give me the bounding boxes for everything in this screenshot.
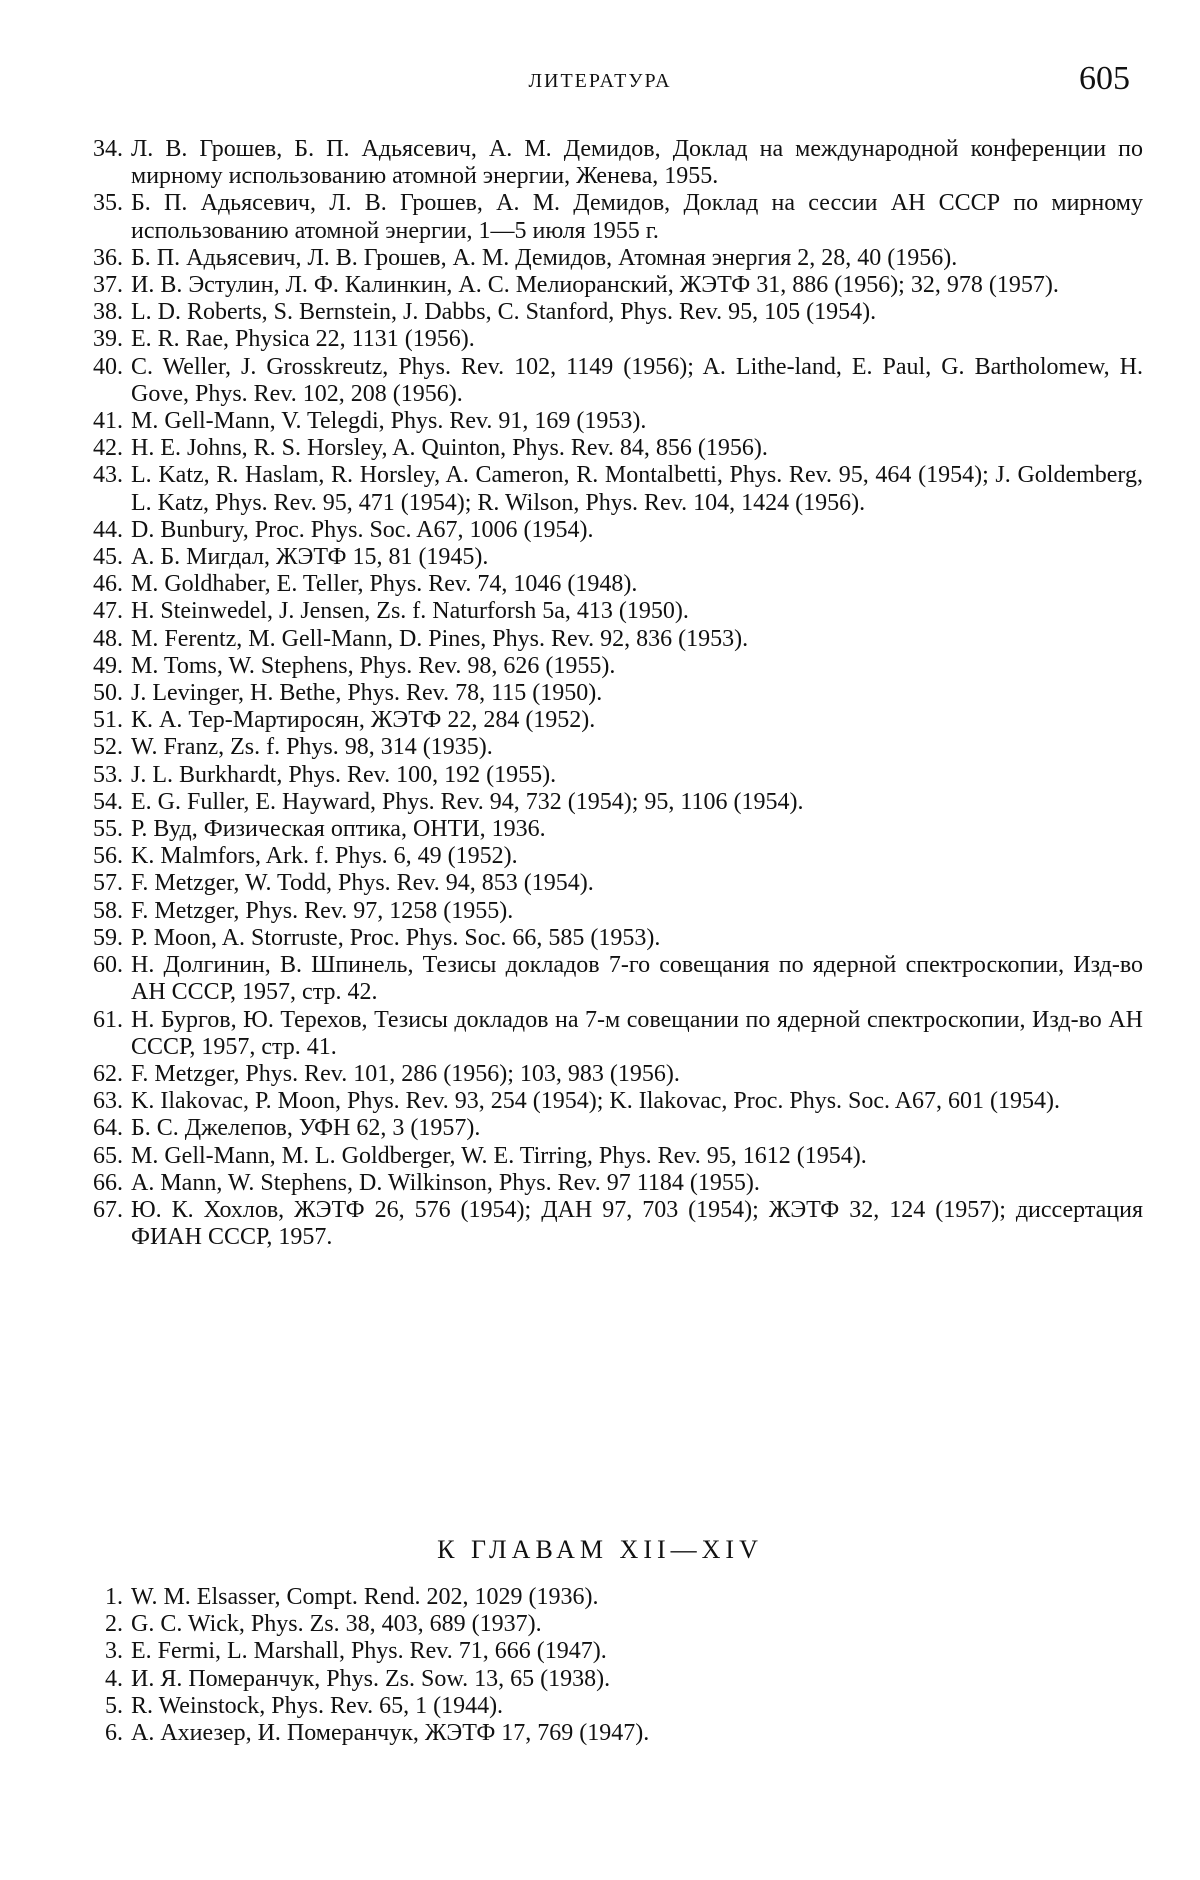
reference-text: R. Weinstock, Phys. Rev. 65, 1 (1944). — [131, 1692, 504, 1719]
reference-item — [73, 707, 1143, 734]
reference-text: И. Я. Померанчук, Phys. Zs. Sow. 13, 65 (1938). — [131, 1665, 611, 1692]
reference-text: E. G. Fuller, E. Hayward, Phys. Rev. 94, 732 (1954); 95, 1106 (1954). — [131, 788, 804, 815]
reference-number: 52. — [93, 734, 123, 761]
reference-item — [73, 544, 1143, 571]
reference-item — [73, 326, 1143, 353]
reference-item — [73, 517, 1143, 544]
reference-list — [73, 136, 1143, 1251]
reference-item — [73, 952, 1143, 1006]
reference-item — [73, 190, 1143, 244]
reference-text: M. Goldhaber, E. Teller, Phys. Rev. 74, 1046 (1948). — [131, 571, 638, 598]
reference-item — [73, 1197, 1143, 1251]
reference-text: Ю. К. Хохлов, ЖЭТФ 26, 576 (1954); ДАН 97, 703 (1954); ЖЭТФ 32, 124 (1957); диссертация ФИАН СССР, 1957. — [131, 1196, 1143, 1251]
reference-item — [73, 680, 1143, 707]
reference-text: Б. П. Адьясевич, Л. В. Грошев, А. М. Демидов, Доклад на сессии АН СССР по мирному использованию атомной энергии, 1—5 июля 1955 г. — [131, 190, 1143, 244]
reference-item — [73, 1638, 1143, 1665]
reference-number: 66. — [93, 1169, 123, 1196]
reference-item — [73, 272, 1143, 299]
reference-number: 60. — [93, 952, 123, 979]
reference-item — [73, 898, 1143, 925]
reference-text: Р. Вуд, Физическая оптика, ОНТИ, 1936. — [131, 816, 546, 843]
reference-item — [73, 1170, 1143, 1197]
reference-item — [73, 435, 1143, 462]
reference-number: 44. — [93, 516, 123, 543]
reference-number: 50. — [93, 680, 123, 707]
reference-number: 42. — [93, 435, 123, 462]
reference-text: К. А. Тер-Мартиросян, ЖЭТФ 22, 284 (1952). — [131, 707, 596, 734]
reference-text: L. Katz, R. Haslam, R. Horsley, A. Cameron, R. Montalbetti, Phys. Rev. 95, 464 (1954); J. Goldemberg, L. Katz, Phys. Rev. 95, 471 (1954); R. Wilson, Phys. Rev. 104, 1424 (1956). — [131, 462, 1143, 516]
reference-number: 41. — [93, 408, 123, 435]
reference-number: 54. — [93, 788, 123, 815]
reference-text: H. Steinwedel, J. Jensen, Zs. f. Naturforsh 5a, 413 (1950). — [131, 598, 689, 625]
reference-item — [73, 408, 1143, 435]
reference-item — [73, 571, 1143, 598]
reference-text: F. Metzger, Phys. Rev. 97, 1258 (1955). — [131, 897, 514, 924]
reference-text: H. E. Johns, R. S. Horsley, A. Quinton, Phys. Rev. 84, 856 (1956). — [131, 435, 768, 462]
reference-item — [73, 1720, 1143, 1747]
reference-item — [73, 762, 1143, 789]
page-number: 605 — [1079, 60, 1130, 97]
reference-text: И. В. Эстулин, Л. Ф. Калинкин, А. С. Мелиоранский, ЖЭТФ 31, 886 (1956); 32, 978 (1957). — [131, 272, 1059, 299]
reference-number: 62. — [93, 1060, 123, 1087]
reference-number: 48. — [93, 625, 123, 652]
reference-item — [73, 462, 1143, 516]
reference-item — [73, 626, 1143, 653]
reference-item — [73, 653, 1143, 680]
reference-number: 64. — [93, 1115, 123, 1142]
reference-number: 56. — [93, 843, 123, 870]
reference-item — [73, 870, 1143, 897]
reference-number: 6. — [105, 1720, 123, 1747]
reference-text: K. Malmfors, Ark. f. Phys. 6, 49 (1952). — [131, 843, 518, 870]
reference-number: 3. — [105, 1638, 123, 1665]
reference-item — [73, 598, 1143, 625]
reference-item — [73, 1115, 1143, 1142]
reference-text: F. Metzger, W. Todd, Phys. Rev. 94, 853 (1954). — [131, 870, 594, 897]
reference-item — [73, 734, 1143, 761]
reference-text: D. Bunbury, Proc. Phys. Soc. A67, 1006 (1954). — [131, 516, 594, 543]
reference-text: W. Franz, Zs. f. Phys. 98, 314 (1935). — [131, 734, 493, 761]
reference-text: А. Б. Мигдал, ЖЭТФ 15, 81 (1945). — [131, 544, 489, 571]
reference-text: G. C. Wick, Phys. Zs. 38, 403, 689 (1937). — [131, 1611, 542, 1638]
reference-text: A. Mann, W. Stephens, D. Wilkinson, Phys. Rev. 97 1184 (1955). — [131, 1169, 760, 1196]
reference-text: M. Ferentz, M. Gell-Mann, D. Pines, Phys. Rev. 92, 836 (1953). — [131, 625, 749, 652]
reference-number: 1. — [105, 1584, 123, 1610]
reference-number: 51. — [93, 707, 123, 734]
reference-text: F. Metzger, Phys. Rev. 101, 286 (1956); 103, 983 (1956). — [131, 1060, 680, 1087]
reference-item — [73, 789, 1143, 816]
reference-text: P. Moon, A. Storruste, Proc. Phys. Soc. 66, 585 (1953). — [131, 924, 661, 951]
reference-number: 4. — [105, 1665, 123, 1692]
reference-text: А. Ахиезер, И. Померанчук, ЖЭТФ 17, 769 (1947). — [131, 1720, 650, 1747]
reference-number: 36. — [93, 244, 123, 271]
reference-text: M. Gell-Mann, V. Telegdi, Phys. Rev. 91, 169 (1953). — [131, 408, 647, 435]
reference-number: 49. — [93, 652, 123, 679]
reference-text: K. Ilakovac, P. Moon, Phys. Rev. 93, 254 (1954); K. Ilakovac, Proc. Phys. Soc. A67, 601 (1954). — [131, 1088, 1061, 1115]
reference-item — [73, 1666, 1143, 1693]
reference-text: Н. Долгинин, В. Шпинель, Тезисы докладов 7-го совещания по ядерной спектроскопии, Изд-во АН СССР, 1957, стр. 42. — [131, 952, 1143, 1006]
reference-text: Б. С. Джелепов, УФН 62, 3 (1957). — [131, 1115, 481, 1142]
reference-item — [73, 245, 1143, 272]
reference-number: 65. — [93, 1142, 123, 1169]
reference-number: 37. — [93, 272, 123, 299]
reference-text: M. Gell-Mann, M. L. Goldberger, W. E. Tirring, Phys. Rev. 95, 1612 (1954). — [131, 1142, 867, 1169]
reference-item — [73, 1007, 1143, 1061]
reference-text: M. Toms, W. Stephens, Phys. Rev. 98, 626 (1955). — [131, 652, 616, 679]
reference-text: C. Weller, J. Grosskreutz, Phys. Rev. 102, 1149 (1956); A. Lithe-land, E. Paul, G. Bartholomew, H. Gove, Phys. Rev. 102, 208 (1956). — [131, 353, 1143, 407]
reference-number: 5. — [105, 1692, 123, 1719]
reference-text: Б. П. Адьясевич, Л. В. Грошев, А. М. Демидов, Атомная энергия 2, 28, 40 (1956). — [131, 244, 958, 271]
reference-item — [73, 354, 1143, 408]
reference-number: 53. — [93, 761, 123, 788]
reference-number: 55. — [93, 816, 123, 843]
section-heading: К ГЛАВАМ XII—XIV — [437, 1535, 763, 1564]
reference-text: W. M. Elsasser, Compt. Rend. 202, 1029 (1936). — [131, 1584, 599, 1610]
running-head: ЛИТЕРАТУРА — [528, 70, 672, 92]
reference-number: 47. — [93, 598, 123, 625]
reference-text: J. Levinger, H. Bethe, Phys. Rev. 78, 115 (1950). — [131, 680, 603, 707]
reference-number: 45. — [93, 544, 123, 571]
reference-number: 38. — [93, 299, 123, 326]
reference-number: 58. — [93, 897, 123, 924]
reference-number: 40. — [93, 353, 123, 380]
section-reference-list — [73, 1584, 1143, 1747]
reference-item — [73, 1693, 1143, 1720]
reference-item — [73, 1143, 1143, 1170]
reference-number: 57. — [93, 870, 123, 897]
reference-item — [73, 1061, 1143, 1088]
reference-number: 39. — [93, 326, 123, 353]
reference-item — [73, 299, 1143, 326]
reference-text: E. R. Rae, Physica 22, 1131 (1956). — [131, 326, 475, 353]
reference-item — [73, 925, 1143, 952]
reference-number: 67. — [93, 1196, 123, 1223]
reference-number: 43. — [93, 462, 123, 489]
reference-item — [73, 1584, 1143, 1611]
reference-number: 46. — [93, 571, 123, 598]
reference-item — [73, 816, 1143, 843]
reference-number: 2. — [105, 1611, 123, 1638]
reference-text: L. D. Roberts, S. Bernstein, J. Dabbs, C. Stanford, Phys. Rev. 95, 105 (1954). — [131, 299, 877, 326]
reference-number: 63. — [93, 1088, 123, 1115]
reference-number: 34. — [93, 136, 123, 162]
reference-text: J. L. Burkhardt, Phys. Rev. 100, 192 (1955). — [131, 761, 557, 788]
reference-item — [73, 1088, 1143, 1115]
reference-text: E. Fermi, L. Marshall, Phys. Rev. 71, 666 (1947). — [131, 1638, 607, 1665]
reference-item — [73, 843, 1143, 870]
reference-number: 61. — [93, 1006, 123, 1033]
reference-number: 59. — [93, 924, 123, 951]
reference-text: Л. В. Грошев, Б. П. Адьясевич, А. М. Демидов, Доклад на международной конференции по мирному использованию атомной энергии, Женева, 1955. — [131, 136, 1143, 190]
reference-number: 35. — [93, 190, 123, 217]
reference-text: Н. Бургов, Ю. Терехов, Тезисы докладов на 7-м совещании по ядерной спектроскопии, Изд-во АН СССР, 1957, стр. 41. — [131, 1006, 1143, 1060]
reference-item — [73, 136, 1143, 190]
reference-item — [73, 1611, 1143, 1638]
